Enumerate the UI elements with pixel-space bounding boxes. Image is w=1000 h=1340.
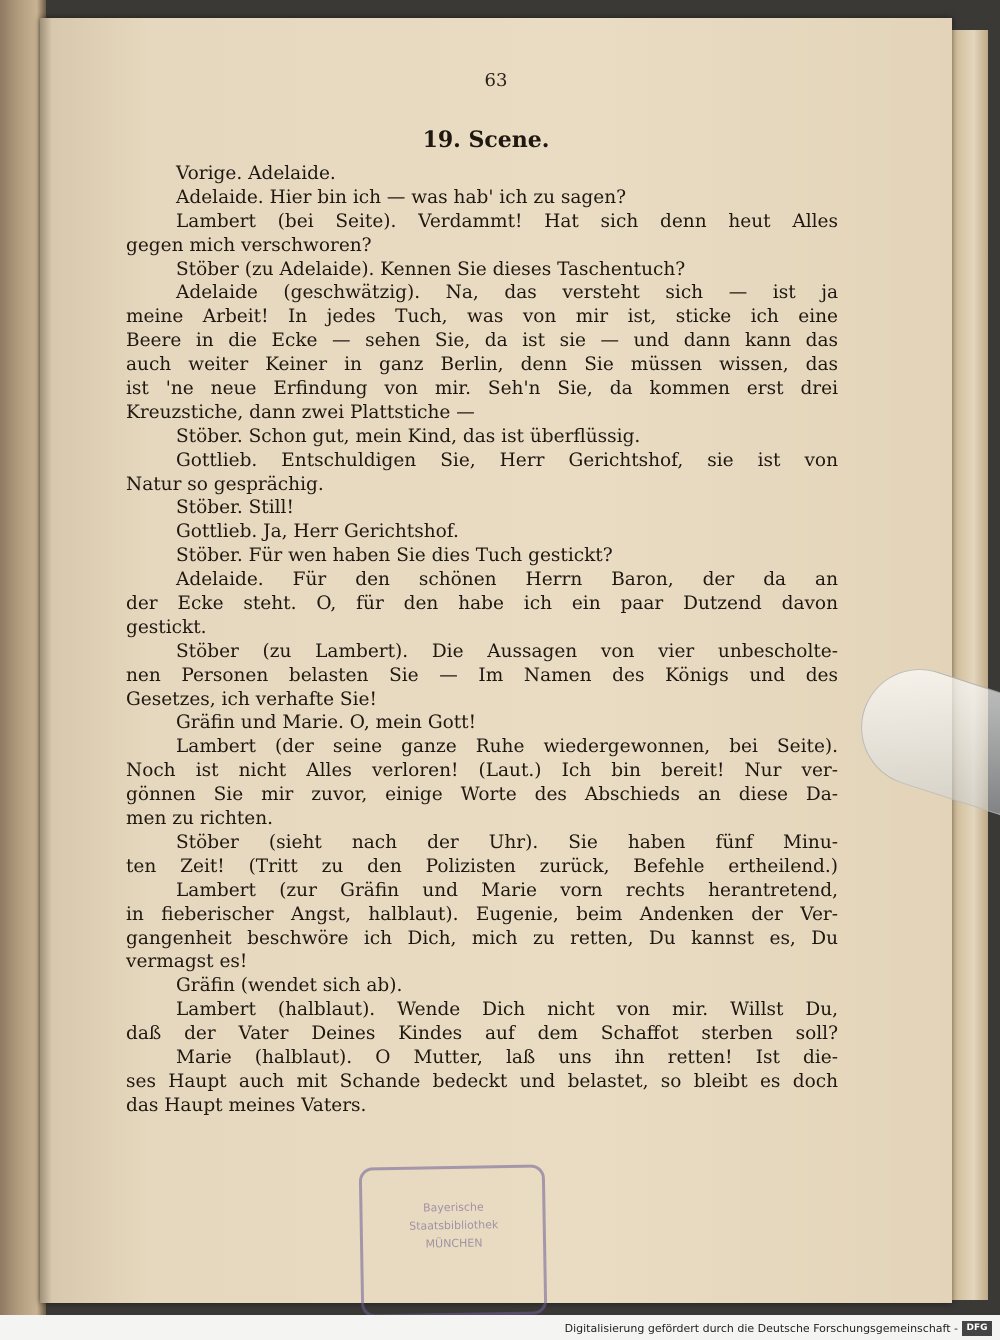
text-line: auch weiter Keiner in ganz Berlin, denn Sie müssen wissen, das [126, 354, 838, 376]
right-page-edges [952, 30, 988, 1300]
page-text [126, 118, 838, 1118]
text-line: Stöber. Still! [176, 497, 294, 519]
stamp-line: Bayerische [422, 1200, 484, 1215]
library-stamp [359, 1164, 548, 1315]
text-line: Gesetzes, ich verhafte Sie! [126, 688, 377, 710]
text-line: Adelaide. Für den schönen Herrn Baron, der da an [176, 569, 838, 591]
text-line: Kreuzstiche, dann zwei Plattstiche — [126, 401, 475, 423]
text-line: gangenheit beschwöre ich Dich, mich zu retten, Du kannst es, Du [126, 927, 838, 949]
text-line: Stöber. Schon gut, mein Kind, das ist überflüssig. [176, 425, 641, 447]
stamp-text [378, 1198, 529, 1255]
text-line: meine Arbeit! In jedes Tuch, was von mir ist, sticke ich eine [126, 306, 838, 328]
text-line: in fieberischer Angst, halblaut). Eugenie, beim Andenken der Ver- [126, 903, 838, 925]
text-line: Gottlieb. Ja, Herr Gerichtshof. [176, 521, 459, 543]
text-line: Marie (halblaut). O Mutter, laß uns ihn retten! Ist die- [176, 1046, 838, 1068]
scene-title: 19. Scene. [422, 127, 550, 153]
text-line: Adelaide. Hier bin ich — was hab' ich zu sagen? [176, 186, 627, 208]
text-line: gestickt. [126, 616, 207, 638]
text-line: gegen mich verschworen? [126, 234, 372, 256]
text-line: vermagst es! [126, 951, 248, 973]
text-line: men zu richten. [126, 808, 274, 830]
text-line: ses Haupt auch mit Schande bedeckt und belastet, so bleibt es doch [126, 1070, 838, 1092]
text-line: Stöber (zu Lambert). Die Aussagen von vier unbescholte- [176, 640, 838, 662]
text-line: Stöber. Für wen haben Sie dies Tuch gestickt? [176, 545, 613, 567]
text-line: Vorige. Adelaide. [176, 163, 336, 184]
text-line: Lambert (bei Seite). Verdammt! Hat sich denn heut Alles [176, 210, 838, 232]
text-line: ist 'ne neue Erfindung von mir. Seh'n Sie, da kommen erst drei [126, 378, 838, 400]
text-line: das Haupt meines Vaters. [126, 1094, 367, 1116]
text-line: Noch ist nicht Alles verloren! (Laut.) Ich bin bereit! Nur ver- [126, 760, 838, 782]
text-line: Stöber (sieht nach der Uhr). Sie haben fünf Minu- [176, 831, 838, 853]
funding-note: Digitalisierung gefördert durch die Deutsche Forschungsgemeinschaft - [564, 1322, 958, 1335]
text-line: ten Zeit! (Tritt zu den Polizisten zurück, Befehle ertheilend.) [126, 855, 838, 877]
text-line: Gräfin und Marie. O, mein Gott! [176, 712, 477, 734]
text-line: gönnen Sie mir zuvor, einige Worte des Abschieds an diese Da- [126, 784, 838, 806]
text-line: Lambert (der seine ganze Ruhe wiedergewonnen, bei Seite). [176, 736, 838, 758]
text-line: Lambert (zur Gräfin und Marie vorn rechts herantretend, [176, 879, 838, 901]
stamp-line: Staatsbibliothek [409, 1218, 499, 1233]
text-line: daß der Vater Deines Kindes auf dem Schaffot sterben soll? [126, 1023, 838, 1045]
footer-bar [0, 1318, 1000, 1340]
text-line: Adelaide (geschwätzig). Na, das versteht sich — ist ja [176, 282, 838, 304]
text-line: Beere in die Ecke — sehen Sie, da ist sie — und dann kann das [126, 330, 838, 352]
dfg-logo-icon: DFG [962, 1321, 992, 1336]
text-line: Gräfin (wendet sich ab). [176, 975, 403, 997]
stamp-line: MÜNCHEN [425, 1236, 483, 1251]
page-number: 63 [484, 70, 508, 91]
text-lines [126, 162, 838, 1118]
text-line: nen Personen belasten Sie — Im Namen des Königs und des [126, 664, 838, 686]
text-line: der Ecke steht. O, für den habe ich ein paar Dutzend davon [126, 593, 838, 615]
text-line: Lambert (halblaut). Wende Dich nicht von mir. Willst Du, [176, 999, 838, 1021]
page-fold-shadow [40, 18, 52, 1303]
text-line: Gottlieb. Entschuldigen Sie, Herr Gerichtshof, sie ist von [176, 449, 838, 471]
text-line: Stöber (zu Adelaide). Kennen Sie dieses Taschentuch? [176, 258, 686, 280]
text-line: Natur so gesprächig. [126, 473, 324, 495]
book-page [40, 18, 952, 1303]
